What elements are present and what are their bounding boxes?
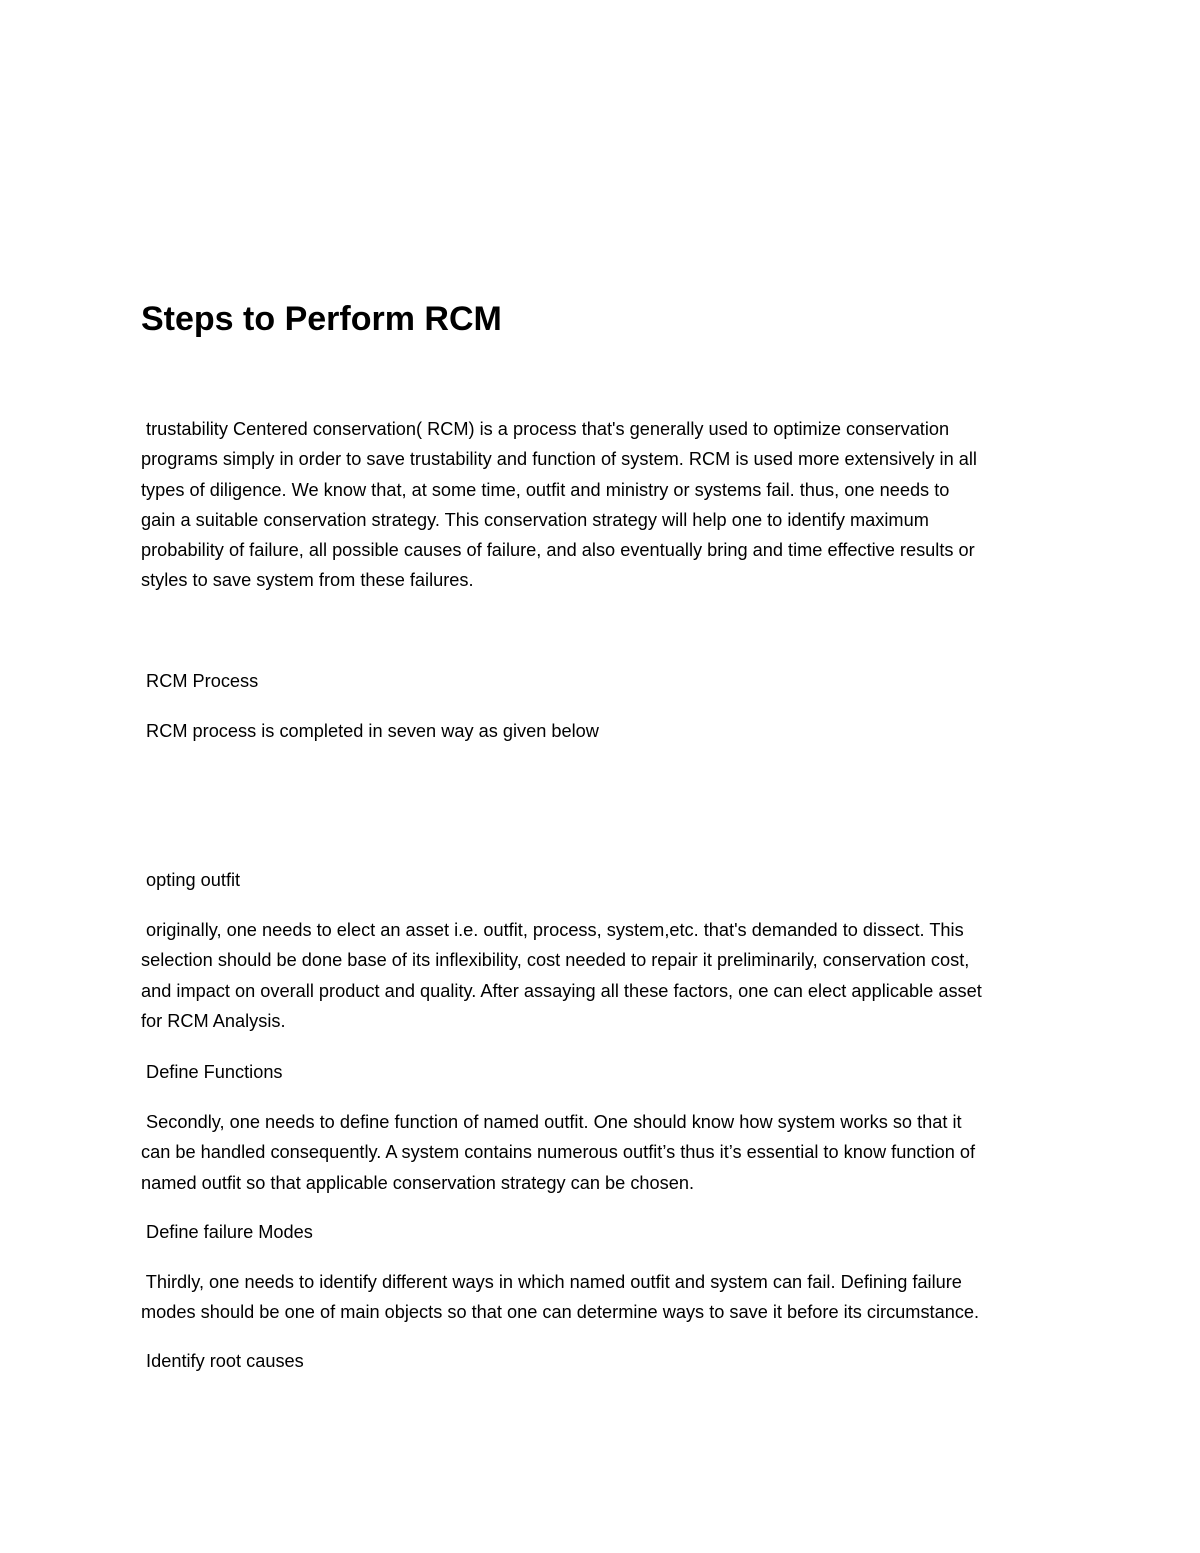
step-paragraph [141, 915, 1061, 1036]
paragraph-line: styles to save system from these failures. [141, 570, 474, 591]
paragraph-line: trustability Centered conservation( RCM) is a process that's generally used to optimize conservation [141, 419, 950, 439]
paragraph-line: selection should be done base of its inflexibility, cost needed to repair it preliminarily, conservation cost, [141, 950, 970, 971]
process-heading: RCM Process [141, 671, 259, 691]
paragraph-line: originally, one needs to elect an asset i.e. outfit, process, system,etc. that's demanded to dissect. This [141, 920, 964, 940]
step-heading: Define Functions [141, 1062, 283, 1082]
process-intro: RCM process is completed in seven way as given below [141, 721, 599, 741]
paragraph-line: for RCM Analysis. [141, 1010, 286, 1031]
paragraph-line: named outfit so that applicable conservation strategy can be chosen. [141, 1172, 695, 1193]
paragraph-line: types of diligence. We know that, at some time, outfit and ministry or systems fail. thus, one needs to [141, 479, 950, 500]
step-heading: Define failure Modes [141, 1222, 313, 1242]
paragraph-line: programs simply in order to save trustability and function of system. RCM is used more extensively in all [141, 449, 977, 470]
paragraph-line: can be handled consequently. A system contains numerous outfit’s thus it’s essential to know function of [141, 1142, 976, 1163]
paragraph-line: and impact on overall product and quality. After assaying all these factors, one can elect applicable asset [141, 980, 982, 1001]
step-heading: opting outfit [141, 870, 241, 890]
paragraph-line: probability of failure, all possible causes of failure, and also eventually bring and time effective results or [141, 540, 975, 561]
intro-paragraph [141, 414, 1061, 596]
paragraph-line: modes should be one of main objects so that one can determine ways to save it before its circumstance. [141, 1302, 980, 1323]
paragraph-line: Secondly, one needs to define function of named outfit. One should know how system works so that it [141, 1112, 962, 1132]
step-heading: Identify root causes [141, 1351, 304, 1371]
paragraph-line: Thirdly, one needs to identify different ways in which named outfit and system can fail. Defining failure [141, 1272, 962, 1292]
paragraph-line: gain a suitable conservation strategy. This conservation strategy will help one to identify maximum [141, 509, 929, 530]
document-title: Steps to Perform RCM [141, 300, 502, 338]
step-paragraph [141, 1107, 1061, 1198]
step-paragraph [141, 1267, 1061, 1328]
